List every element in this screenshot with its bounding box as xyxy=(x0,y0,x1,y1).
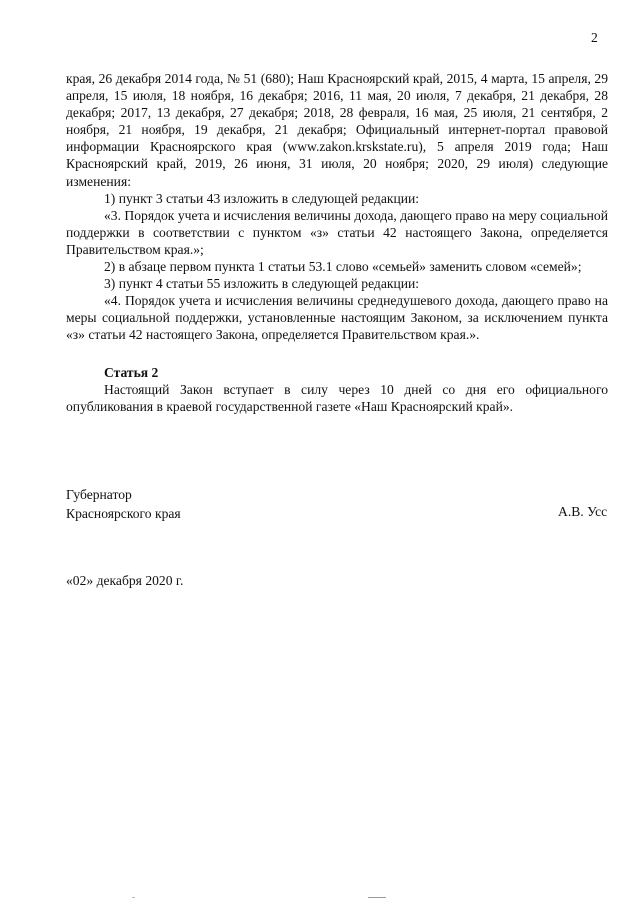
signature-block xyxy=(66,485,181,523)
item-1: 1) пункт 3 статьи 43 изложить в следующей редакции: xyxy=(104,190,420,206)
signatory-region: Красноярского края xyxy=(66,506,181,521)
item-3: 3) пункт 4 статьи 55 изложить в следующей редакции: xyxy=(104,276,420,292)
item-1-text: «3. Порядок учета и исчисления величины дохода, дающего право на меру социальной поддержки в соответствии с пунктом «з» статьи 42 настоящего Закона, определяется Правительством края.»; xyxy=(66,207,608,257)
signatory-name: А.В. Усс xyxy=(558,504,608,519)
document-date: «02» декабря 2020 г. xyxy=(66,573,184,588)
scan-mark xyxy=(132,897,135,898)
page-number: 2 xyxy=(591,30,598,45)
scan-mark xyxy=(368,897,386,898)
signatory-title: Губернатор xyxy=(66,487,132,502)
item-3-text: «4. Порядок учета и исчисления величины среднедушевого дохода, дающего право на меры социальной поддержки, установленные настоящим Законом, за исключением пункта «з» статьи 42 настоящего Закона, определяется Правительством края.». xyxy=(66,293,608,343)
article-2-text: Настоящий Закон вступает в силу через 10 дней со дня его официального опубликования в краевой государственной газете «Наш Красноярский край». xyxy=(66,381,608,414)
article-2-heading: Статья 2 xyxy=(104,364,159,380)
item-2: 2) в абзаце первом пункта 1 статьи 53.1 слово «семьей» заменить словом «семей»; xyxy=(104,259,582,275)
document-body xyxy=(66,70,608,415)
amendment-intro: края, 26 декабря 2014 года, № 51 (680); Наш Красноярский край, 2015, 4 марта, 15 апреля, 29 апреля, 15 июля, 18 ноября, 16 декабря; 2016, 11 мая, 20 июля, 7 декабря, 21 декабря, 28 декабря; 2017, 13 декабря, 27 декабря; 2018, 28 февраля, 16 мая, 25 июля, 21 сентября, 2 ноября, 21 ноября, 19 декабря, 21 декабря; Официальный интернет-портал правовой информации Красноярского края (www.zakon.krskstate.ru), 5 апреля 2019 года; Наш Красноярский край, 2019, 26 июня, 31 июля, 20 ноября; 2020, 29 июля) следующие изменения: xyxy=(66,71,608,189)
